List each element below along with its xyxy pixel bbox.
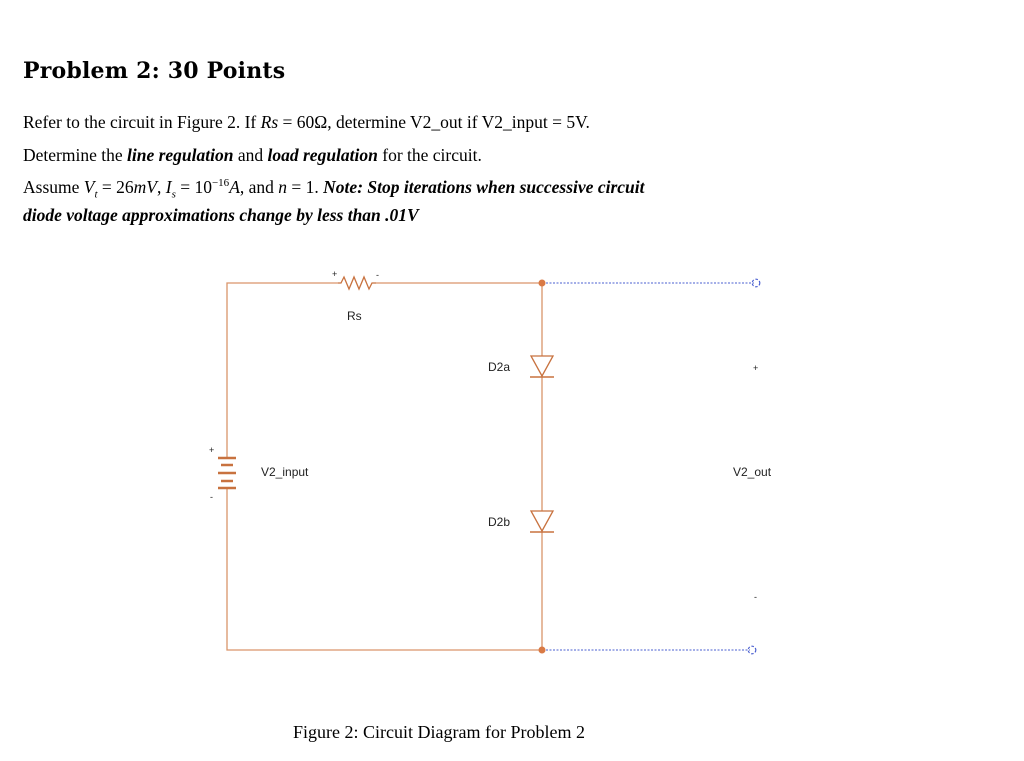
text-segment: , and xyxy=(239,177,279,197)
text-segment: for the circuit. xyxy=(377,145,482,165)
is-subscript: s xyxy=(171,188,176,201)
battery-v2-input xyxy=(218,458,236,488)
text-segment: , xyxy=(156,177,166,197)
rs-label: Rs xyxy=(347,309,362,323)
exponent: −16 xyxy=(211,177,230,190)
rs-plus-sign: + xyxy=(332,269,338,279)
output-plus-sign: + xyxy=(753,363,759,373)
node-top xyxy=(539,280,546,287)
diode-d2b xyxy=(530,511,554,532)
text-segment: Determine the xyxy=(23,145,127,165)
vt-subscript: t xyxy=(94,188,98,201)
text-segment: and xyxy=(233,145,268,165)
source-plus-sign: + xyxy=(209,445,215,455)
resistor-rs xyxy=(338,277,376,289)
wire-bottom xyxy=(227,488,542,650)
note-text: Note: Stop iterations when successive circuit xyxy=(323,177,645,197)
text-segment: Assume xyxy=(23,177,84,197)
rs-variable: Rs xyxy=(260,112,279,132)
text-segment: = 1. xyxy=(287,177,324,197)
vt-symbol: V xyxy=(83,177,95,197)
diode-d2a xyxy=(530,356,554,377)
output-minus-sign: - xyxy=(754,592,757,602)
v2-out-label: V2_out xyxy=(733,465,772,479)
wire-top-left xyxy=(227,283,338,458)
rs-minus-sign: - xyxy=(376,270,379,280)
n-symbol: n xyxy=(278,177,288,197)
problem-line-4: diode voltage approximations change by less than .01V xyxy=(23,205,419,225)
amp-unit: A xyxy=(229,177,240,197)
d2a-label: D2a xyxy=(488,360,511,374)
v2-input-label: V2_input xyxy=(261,465,309,479)
line-regulation-term: line regulation xyxy=(126,145,234,165)
source-minus-sign: - xyxy=(210,492,213,502)
is-symbol: I xyxy=(165,177,172,197)
text-segment: Refer to the circuit in Figure 2. If xyxy=(23,112,261,132)
mv-unit: mV xyxy=(133,177,157,197)
figure-caption: Figure 2: Circuit Diagram for Problem 2 xyxy=(293,722,585,742)
text-segment: = 10 xyxy=(175,177,212,197)
d2b-label: D2b xyxy=(488,515,511,529)
problem-heading: Problem 2: 30 Points xyxy=(23,58,286,84)
text-segment: = 60Ω, determine V2_out if V2_input = 5V. xyxy=(278,112,590,132)
load-regulation-term: load regulation xyxy=(267,145,378,165)
text-segment: = 26 xyxy=(97,177,134,197)
node-bottom xyxy=(539,647,546,654)
